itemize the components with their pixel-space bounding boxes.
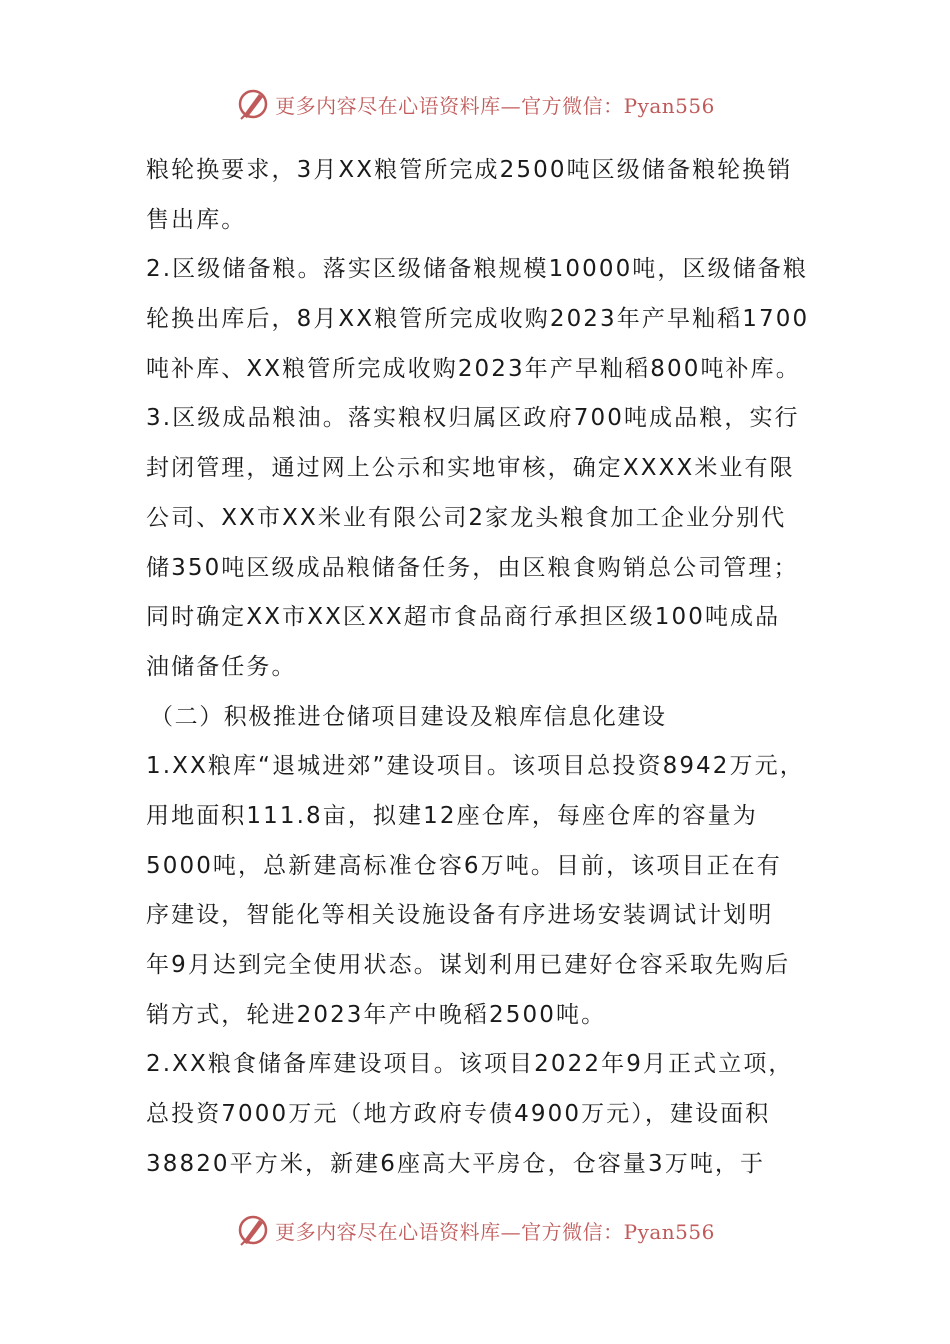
text-line: 粮轮换要求，3月XX粮管所完成2500吨区级储备粮轮换销: [146, 157, 793, 183]
pen-circle-logo-icon: [235, 86, 271, 122]
text-line: 序建设，智能化等相关设施设备有序进场安装调试计划明: [146, 902, 774, 929]
text-line: 5000吨，总新建高标准仓容6万吨。目前，该项目正在有: [146, 852, 782, 879]
document-body: [146, 146, 816, 1189]
text-line: 吨补库、XX粮管所完成收购2023年产早籼稻800吨补库。: [146, 355, 801, 382]
footer-banner-text: 更多内容尽在心语资料库—官方微信：Pyan556: [275, 1219, 715, 1244]
text-line: 3.区级成品粮油。落实粮权归属区政府700吨成品粮，实行: [146, 405, 800, 432]
header-banner-text: 更多内容尽在心语资料库—官方微信：Pyan556: [275, 93, 715, 118]
text-line: 2.XX粮食储备库建设项目。该项目2022年9月正式立项，: [146, 1051, 794, 1078]
header-banner: [0, 84, 950, 124]
text-line: 总投资7000万元（地方政府专债4900万元），建设面积: [146, 1101, 771, 1128]
text-line: 同时确定XX市XX区XX超市食品商行承担区级100吨成品: [146, 604, 781, 631]
text-line: 轮换出库后，8月XX粮管所完成收购2023年产早籼稻1700: [146, 306, 810, 333]
footer-banner: [0, 1210, 950, 1250]
text-line: 售出库。: [146, 206, 247, 233]
text-line: 1.XX粮库“退城进郊”建设项目。该项目总投资8942万元，: [146, 753, 805, 780]
text-line: 38820平方米，新建6座高大平房仓，仓容量3万吨，于: [146, 1150, 766, 1177]
text-line: 油储备任务。: [146, 653, 297, 680]
pen-circle-logo-icon: [235, 1212, 271, 1248]
text-line: 用地面积111.8亩，拟建12座仓库，每座仓库的容量为: [146, 802, 758, 829]
text-line: 储350吨区级成品粮储备任务，由区粮食购销总公司管理；: [146, 554, 799, 581]
text-line: 销方式，轮进2023年产中晚稻2500吨。: [146, 1001, 607, 1028]
text-line: 封闭管理，通过网上公示和实地审核，确定XXXX米业有限: [146, 455, 795, 482]
text-line: 公司、XX市XX米业有限公司2家龙头粮食加工企业分别代: [146, 504, 787, 531]
section-heading: （二）积极推进仓储项目建设及粮库信息化建设: [150, 703, 667, 730]
text-line: 年9月达到完全使用状态。谋划利用已建好仓容采取先购后: [146, 952, 791, 978]
text-line: 2.区级储备粮。落实区级储备粮规模10000吨，区级储备粮: [146, 256, 809, 283]
